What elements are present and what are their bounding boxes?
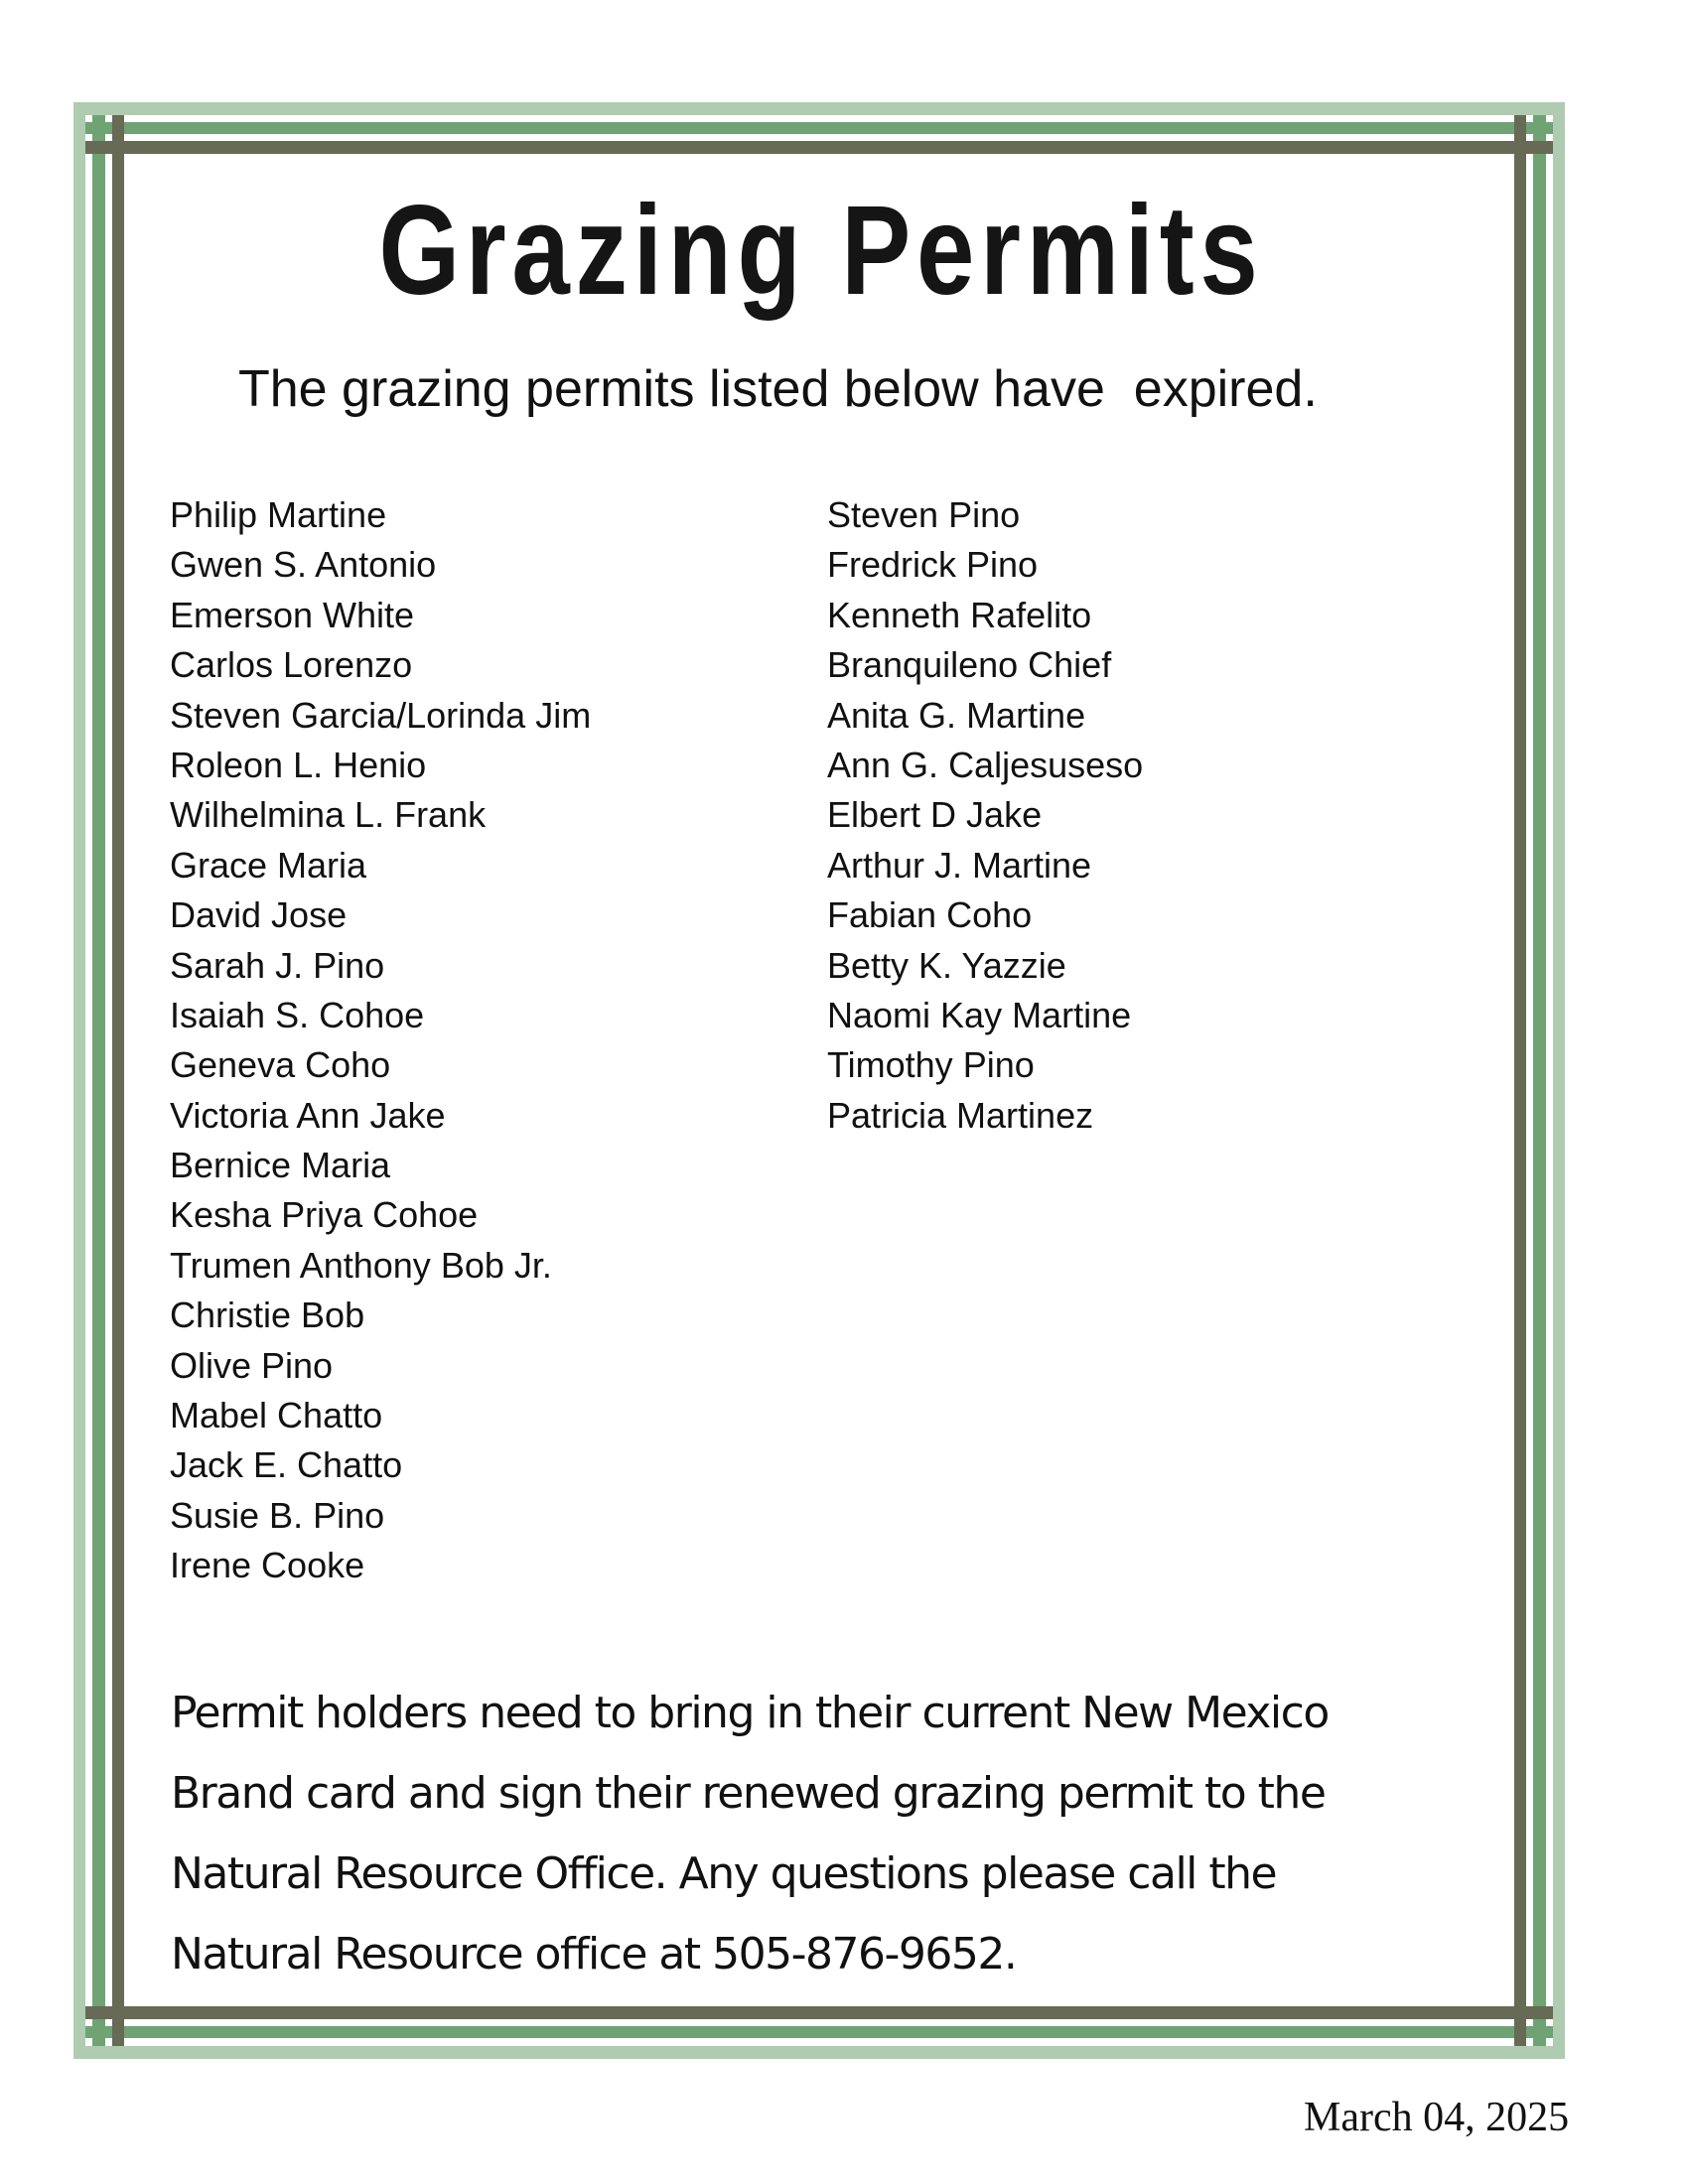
frame-inner-bottom-line	[85, 2006, 1553, 2019]
list-item: Olive Pino	[170, 1344, 334, 1386]
notice-line: Permit holders need to bring in their current New Mexico	[171, 1688, 1329, 1738]
list-item: Geneva Coho	[170, 1044, 391, 1086]
list-item: Emerson White	[170, 594, 415, 635]
list-item: Betty K. Yazzie	[827, 944, 1066, 986]
frame-middle-left-line	[92, 115, 105, 2046]
list-item: Branquileno Chief	[827, 644, 1112, 686]
list-item: Roleon L. Henio	[170, 744, 427, 785]
frame-middle-bottom-line	[85, 2026, 1553, 2038]
list-item: Steven Pino	[827, 494, 1021, 535]
list-item: Steven Garcia/Lorinda Jim	[170, 694, 592, 736]
renewal-notice	[171, 1673, 1511, 1994]
list-item: Naomi Kay Martine	[827, 994, 1132, 1035]
list-item: Bernice Maria	[170, 1145, 391, 1186]
list-item: Philip Martine	[170, 494, 387, 535]
list-item: Anita G. Martine	[827, 694, 1086, 736]
list-item: Elbert D Jake	[827, 794, 1043, 836]
list-item: Arthur J. Martine	[827, 844, 1092, 886]
document-date: March 04, 2025	[1304, 2095, 1570, 2140]
list-item: Isaiah S. Cohoe	[170, 994, 425, 1035]
list-item: Christie Bob	[170, 1295, 365, 1336]
expired-permits-list-column-2	[827, 490, 1143, 1141]
frame-outer-bottom	[73, 2046, 1565, 2059]
list-item: Jack E. Chatto	[170, 1444, 403, 1486]
list-item: David Jose	[170, 894, 348, 936]
frame-outer-top	[73, 102, 1565, 115]
list-item: Ann G. Caljesuseso	[827, 744, 1144, 785]
frame-outer-left	[73, 102, 85, 2059]
list-item: Sarah J. Pino	[170, 944, 385, 986]
list-item: Kesha Priya Cohoe	[170, 1194, 479, 1236]
list-item: Victoria Ann Jake	[170, 1094, 446, 1136]
list-item: Irene Cooke	[170, 1545, 365, 1586]
list-item: Timothy Pino	[827, 1044, 1035, 1086]
list-item: Wilhelmina L. Frank	[170, 794, 487, 836]
list-item: Patricia Martinez	[827, 1094, 1094, 1136]
page-title: Grazing Permits	[378, 180, 1264, 322]
notice-line: Natural Resource office at 505-876-9652.	[171, 1929, 1017, 1979]
list-item: Trumen Anthony Bob Jr.	[170, 1244, 552, 1286]
list-item: Grace Maria	[170, 844, 367, 886]
list-item: Mabel Chatto	[170, 1395, 383, 1436]
notice-line: Natural Resource Office. Any questions please call the	[171, 1848, 1277, 1899]
frame-inner-right-line	[1514, 115, 1526, 2046]
list-item: Fredrick Pino	[827, 544, 1039, 586]
list-item: Carlos Lorenzo	[170, 644, 413, 686]
list-item: Susie B. Pino	[170, 1494, 385, 1536]
frame-inner-top-line	[85, 141, 1553, 154]
list-item: Kenneth Rafelito	[827, 594, 1092, 635]
frame-middle-top-line	[85, 122, 1553, 134]
frame-middle-right-line	[1533, 115, 1546, 2046]
frame-inner-left-line	[112, 115, 124, 2046]
notice-line: Brand card and sign their renewed grazing permit to the	[171, 1768, 1326, 1819]
subtitle: The grazing permits listed below have expired.	[238, 360, 1318, 418]
frame-outer-right	[1553, 102, 1565, 2059]
expired-permits-list-column-1	[170, 490, 591, 1591]
list-item: Fabian Coho	[827, 894, 1033, 936]
list-item: Gwen S. Antonio	[170, 544, 437, 586]
